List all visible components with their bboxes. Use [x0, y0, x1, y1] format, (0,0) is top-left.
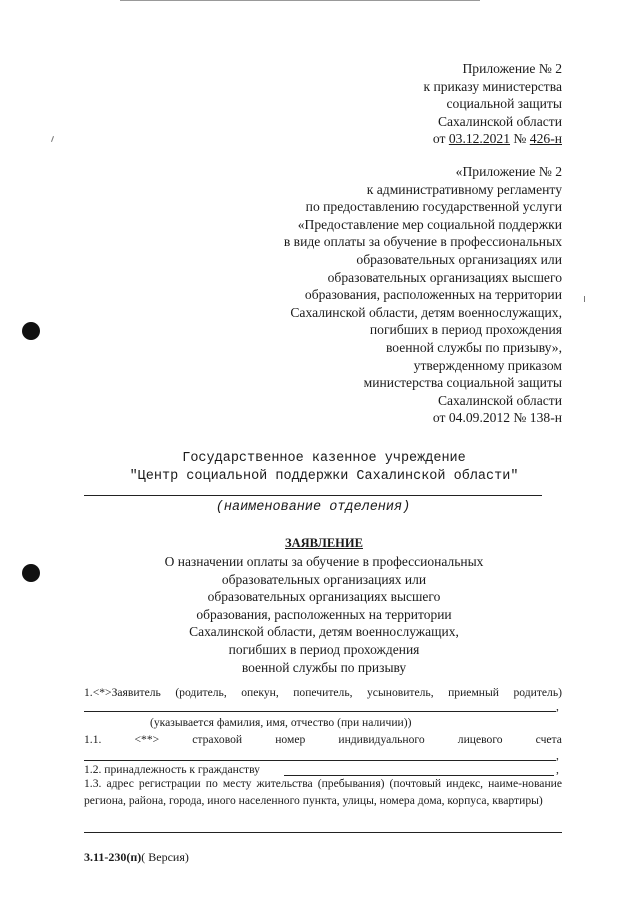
annex-line: Сахалинской области [437, 392, 562, 408]
annex-line: Сахалинской области, детям военнослужащих, [290, 304, 562, 320]
form-version: ( Версия) [141, 850, 189, 864]
top-edge-line [120, 0, 480, 1]
regulation-annex-block [284, 163, 562, 427]
scan-speck [584, 296, 585, 302]
address-label: 1.3. адрес регистрации по месту жительства (пребывания) (почтовый индекс, наиме-нование региона, района, города, иного населенного пункта, улицы, номера дома, корпуса, квартиры) [84, 777, 562, 807]
annex-line: «Предоставление мер социальной поддержки [297, 216, 562, 232]
subject-line: военной службы по призыву [241, 659, 407, 675]
subject-line: погибших в период прохождения [228, 641, 420, 657]
annex-line: социальной защиты [446, 96, 562, 112]
citizenship-label: 1.2. принадлежность к гражданству [84, 763, 260, 776]
institution-line: "Центр социальной поддержки Сахалинской области" [129, 469, 519, 484]
annex-line: образовательных организациях высшего [327, 269, 562, 285]
annex-line: погибших в период прохождения [369, 322, 562, 338]
annex-line: утвержденному приказом [413, 357, 562, 373]
annex-line: военной службы по призыву», [385, 339, 562, 355]
snils-word: страховой [192, 733, 243, 746]
subject-line: О назначении оплаты за обучение в профессиональных [164, 554, 484, 569]
punch-hole [22, 564, 40, 582]
annex-line: «Приложение № 2 [455, 164, 562, 179]
subject-line: образовательных организациях высшего [207, 589, 441, 605]
annex-line: образовательных организациях или [356, 251, 562, 267]
annex-line: по предоставлению государственной услуги [305, 199, 562, 215]
annex-line: к административному регламенту [366, 181, 562, 197]
annex-line: министерства социальной защиты [363, 375, 562, 391]
statement-title: ЗАЯВЛЕНИЕ [285, 536, 363, 550]
annex-line: Приложение № 2 [462, 61, 562, 76]
subject-line: Сахалинской области, детям военнослужащих, [189, 624, 459, 640]
order-annex-block [423, 60, 562, 148]
number-prefix: № [510, 131, 530, 147]
address-fill-line[interactable] [84, 832, 562, 833]
snils-word: индивидуального [338, 733, 425, 746]
snils-fill-line[interactable] [84, 760, 556, 761]
order-date: 03.12.2021 [448, 131, 511, 147]
date-prefix: от [432, 131, 449, 147]
scan-speck [51, 136, 54, 142]
department-line [84, 495, 542, 496]
annex-line: Сахалинской области [437, 113, 562, 129]
statement-subject [84, 553, 564, 676]
annex-line: образования, расположенных на территории [304, 287, 562, 303]
snils-label [84, 732, 562, 747]
institution-name [84, 450, 564, 486]
annex-line: в виде оплаты за обучение в профессиональных [283, 234, 562, 250]
applicant-fill-line[interactable] [84, 711, 556, 712]
annex-line: от 04.09.2012 № 138-н [432, 410, 562, 426]
comma: , [556, 700, 559, 713]
department-hint: (наименование отделения) [215, 500, 411, 515]
form-code-number: 3.11-230(п) [84, 850, 142, 864]
order-number: 426-н [529, 131, 562, 147]
snils-word: лицевого [457, 733, 503, 746]
order-date-line [423, 130, 562, 148]
comma: , [556, 749, 559, 762]
annex-line: к приказу министерства [423, 78, 562, 94]
institution-line: Государственное казенное учреждение [182, 451, 466, 466]
applicant-label: 1.<*>Заявитель (родитель, опекун, попечитель, усыновитель, приемный родитель) [84, 686, 562, 699]
snils-word: <**> [134, 733, 160, 746]
fio-hint: (указывается фамилия, имя, отчество (при наличии)) [150, 716, 412, 729]
snils-word: 1.1. [84, 733, 102, 746]
subject-line: образования, расположенных на территории [196, 606, 452, 622]
form-code [84, 850, 189, 865]
snils-word: номер [275, 733, 306, 746]
subject-line: образовательных организациях или [221, 571, 427, 587]
comma: , [556, 763, 559, 776]
snils-word: счета [535, 733, 562, 746]
punch-hole [22, 322, 40, 340]
